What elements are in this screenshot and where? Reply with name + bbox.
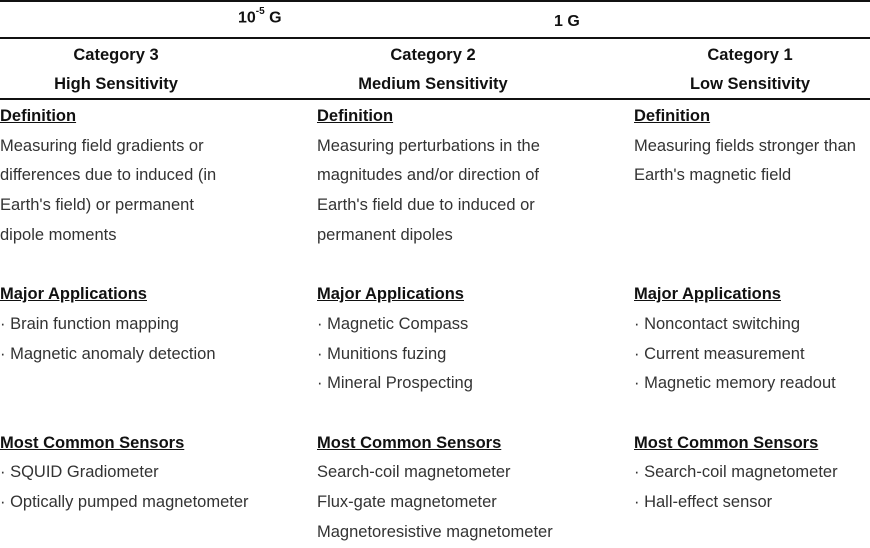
definition-line: dipole moments — [0, 225, 117, 244]
definition-line: permanent dipoles — [317, 225, 453, 244]
definition-line: Measuring perturbations in the — [317, 136, 540, 155]
application-item: · Munitions fuzing — [317, 344, 447, 363]
definition-line: Earth's field due to induced or — [317, 196, 535, 215]
scale-left-base: 10 — [238, 9, 256, 27]
header-rule — [0, 37, 870, 39]
category-subtitle: Medium Sensitivity — [358, 75, 508, 93]
applications-heading: Major Applications — [634, 285, 781, 304]
application-item: · Noncontact switching — [634, 314, 800, 333]
category-title: Category 3 — [73, 46, 159, 64]
application-item: · Magnetic anomaly detection — [0, 344, 216, 363]
sensors-heading: Most Common Sensors — [317, 433, 502, 452]
category-1-header — [634, 41, 866, 99]
category-2-column — [317, 41, 627, 548]
scale-label-left — [238, 8, 282, 27]
sensor-item: · Hall-effect sensor — [634, 493, 773, 512]
definition-line: Earth's magnetic field — [634, 166, 792, 185]
definition-heading: Definition — [0, 107, 77, 125]
category-subtitle: High Sensitivity — [54, 75, 178, 93]
category-1-body — [634, 102, 870, 518]
category-title: Category 1 — [707, 46, 793, 64]
sensor-item: · Optically pumped magnetometer — [0, 493, 249, 512]
definition-heading: Definition — [317, 107, 394, 125]
scale-left-unit: G — [264, 9, 282, 27]
application-item: · Mineral Prospecting — [317, 374, 473, 393]
category-3-header — [0, 41, 232, 99]
scale-label-right: 1 G — [554, 13, 580, 30]
application-item: · Current measurement — [634, 344, 805, 363]
definition-line: differences due to induced (in — [0, 166, 217, 185]
definition-line: Measuring fields stronger than — [634, 136, 856, 155]
category-2-body — [317, 102, 627, 548]
sensor-item: Magnetoresistive magnetometer — [317, 522, 553, 541]
category-3-column — [0, 41, 300, 518]
category-1-column — [634, 41, 870, 518]
sensor-item: Search-coil magnetometer — [317, 463, 511, 482]
scale-left-exponent: -5 — [255, 6, 265, 17]
sensors-heading: Most Common Sensors — [634, 433, 819, 452]
top-rule — [0, 0, 870, 2]
application-item: · Brain function mapping — [0, 314, 179, 333]
definition-line: Earth's field) or permanent — [0, 196, 194, 215]
sensor-item: · SQUID Gradiometer — [0, 463, 159, 482]
category-subtitle: Low Sensitivity — [689, 75, 811, 93]
sensor-item: · Search-coil magnetometer — [634, 463, 838, 482]
applications-heading: Major Applications — [317, 285, 464, 304]
category-3-body — [0, 102, 300, 518]
definition-heading: Definition — [634, 107, 711, 125]
application-item: · Magnetic memory readout — [634, 374, 836, 393]
category-title: Category 2 — [390, 46, 476, 64]
sensor-item: Flux-gate magnetometer — [317, 493, 497, 512]
applications-heading: Major Applications — [0, 285, 147, 304]
category-2-header — [317, 41, 549, 99]
definition-line: magnitudes and/or direction of — [317, 166, 539, 185]
application-item: · Magnetic Compass — [317, 314, 469, 333]
sensors-heading: Most Common Sensors — [0, 433, 185, 452]
definition-line: Measuring field gradients or — [0, 136, 204, 155]
